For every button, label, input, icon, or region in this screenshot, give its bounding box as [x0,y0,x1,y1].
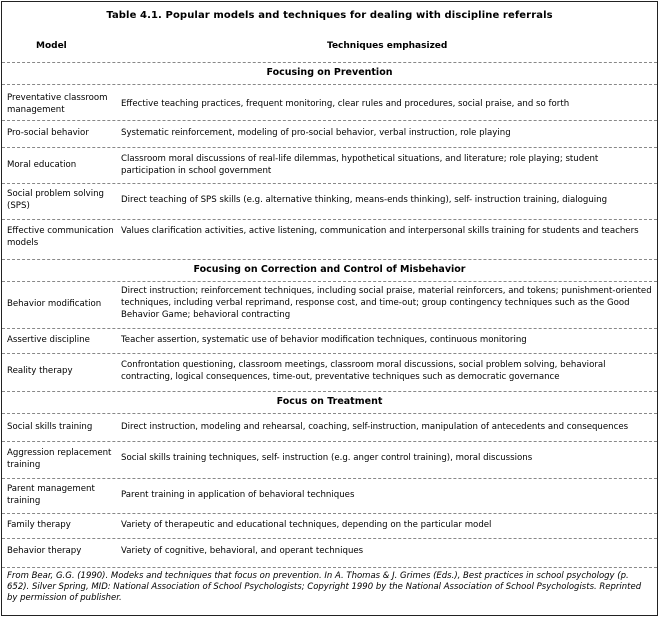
techniques-cell: Classroom moral discussions of real-life dilemmas, hypothetical situations, and literature; role playing; student participation in school government [121,154,599,176]
table-row [2,90,657,118]
model-cell: Behavior modification [7,299,102,309]
section-heading-treatment: Focus on Treatment [276,396,383,407]
table-row [2,219,657,257]
table-row [2,281,657,327]
techniques-cell: Direct instruction, modeling and rehearsal, coaching, self-instruction, manipulation of antecedents and consequences [121,422,629,432]
techniques-cell: Social skills training techniques, self- instruction (e.g. anger control training), moral discussions [121,453,533,463]
table-row [2,538,657,566]
table-row [2,478,657,511]
model-cell: Moral education [7,160,77,170]
model-cell: Assertive discipline [7,335,90,345]
techniques-cell: Confrontation questioning, classroom meetings, classroom moral discussions, social problem solving, behavioral contracting, logical consequences, time-out, preventative techniques such as democratic governance [121,360,606,382]
table-row [2,328,657,353]
discipline-table [1,1,658,616]
model-cell: Effective communication models [7,226,114,248]
section-heading-prevention: Focusing on Prevention [266,67,393,78]
table-row [2,183,657,219]
table-row [2,413,657,440]
column-header-techniques: Techniques emphasized [327,41,448,51]
section-divider [2,391,657,392]
techniques-cell: Direct instruction; reinforcement techniques, including social praise, material reinforcers, and tokens; punishment-oriented techniques, including verbal reprimand, response cost, and time-out; group contingency techniques such as the Good Behavior Game; behavioral contracting [121,286,652,320]
model-cell: Parent management training [7,484,95,506]
table-row [2,513,657,538]
section-divider [2,259,657,260]
techniques-cell: Effective teaching practices, frequent monitoring, clear rules and procedures, social praise, and so forth [121,99,570,109]
source-citation: From Bear, G.G. (1990). Modeks and techniques that focus on prevention. In A. Thomas & J. Grimes (Eds.), Best practices in school psychology (p. 652). Silver Spring, MID: National Association of School Psychologists; Copyright 1990 by the National Association of School Psychologists. Reprinted by permission of publisher. [7,571,642,603]
table-row [2,441,657,477]
model-cell: Social problem solving (SPS) [7,189,104,211]
model-cell: Aggression replacement training [7,448,112,470]
techniques-cell: Direct teaching of SPS skills (e.g. alternative thinking, means-ends thinking), self- instruction training, dialoguing [121,195,608,205]
techniques-cell: Values clarification activities, active listening, communication and interpersonal skills training for students and teachers [121,226,639,236]
table-row [2,147,657,183]
header-divider [2,62,657,63]
footer-divider [2,567,657,568]
model-cell: Preventative classroom management [7,93,108,115]
table-title: Table 4.1. Popular models and techniques for dealing with discipline referrals [106,10,553,21]
section-divider [2,84,657,85]
techniques-cell: Teacher assertion, systematic use of behavior modification techniques, continuous monitoring [121,335,527,345]
techniques-cell: Parent training in application of behavioral techniques [121,490,355,500]
model-cell: Pro-social behavior [7,128,89,138]
model-cell: Reality therapy [7,366,73,376]
model-cell: Family therapy [7,520,71,530]
column-header-model: Model [36,41,67,51]
techniques-cell: Systematic reinforcement, modeling of pro-social behavior, verbal instruction, role playing [121,128,511,138]
table-row [2,120,657,146]
techniques-cell: Variety of therapeutic and educational techniques, depending on the particular model [121,520,492,530]
techniques-cell: Variety of cognitive, behavioral, and operant techniques [121,546,364,556]
model-cell: Social skills training [7,422,93,432]
table-row [2,353,657,389]
model-cell: Behavior therapy [7,546,82,556]
section-heading-correction: Focusing on Correction and Control of Misbehavior [193,264,466,275]
